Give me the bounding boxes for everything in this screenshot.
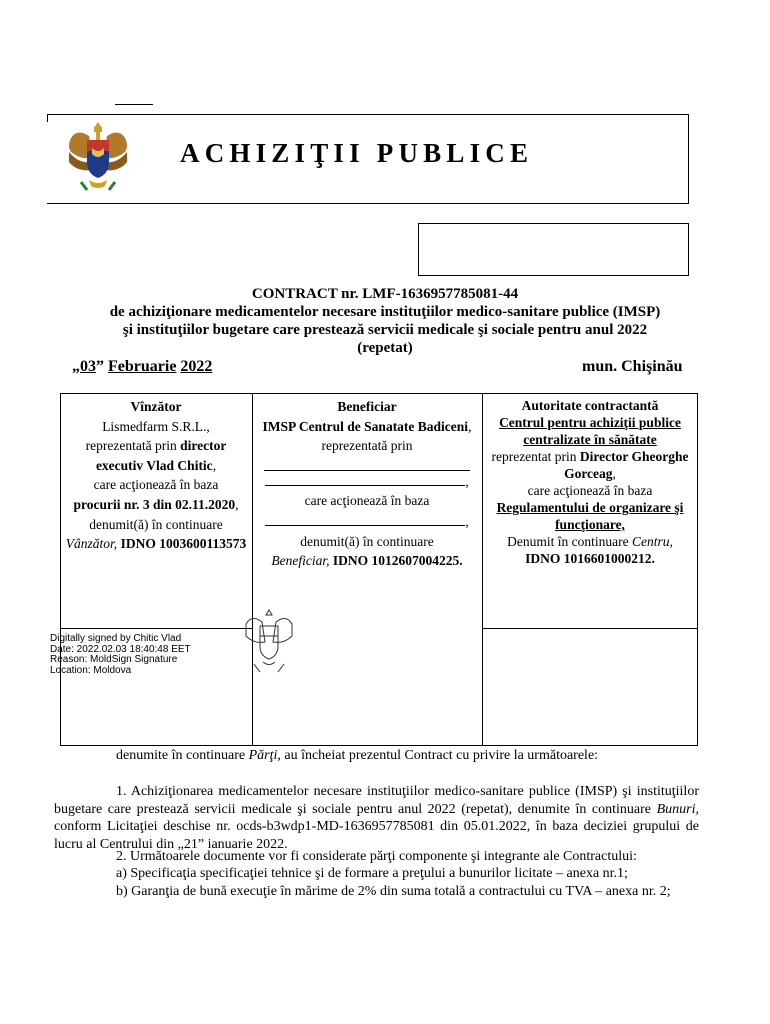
table-row-divider-2 (482, 628, 697, 629)
authority-cell: Autoritate contractantă Centrul pentru achiziţii publice centralizate în sănătate reprezentat prin Director Gheorghe Gorceag, care acţionează în baza Regulamentului de organizare şi funcţionare, Denumit în continuare Centru, IDNO 1016601000212. (486, 397, 694, 567)
moldova-coat-of-arms-icon (63, 118, 133, 198)
authority-representative: Director Gheorghe Gorceag (564, 449, 689, 481)
contract-city: mun. Chişinău (582, 358, 683, 375)
clause-1: 1. Achiziţionarea medicamentelor necesare instituţiilor medico-sanitare publice (IMSP) şi instituţiilor bugetare care prestează servicii medicale şi sociale pentru anul 2022 (repetat), denumite în continuare Bunuri, conform Licitaţiei deschise nr. ocds-b3wdp1-MD-1636957785081 din 05.01.2022, în baza deciziei grupului de lucru al Centrului din „21” ianuarie 2022. (54, 784, 699, 852)
registration-box (418, 223, 689, 276)
date-day: 03 (80, 358, 96, 375)
table-divider-1 (252, 393, 253, 746)
contract-subject-line-1: de achiziţionare medicamentelor necesare instituţiilor medico-sanitare publice (IMSP) (109, 304, 661, 320)
seller-cell: Vînzător Lismedfarm S.R.L., reprezentată prin director executiv Vlad Chitic, care acţionează în baza procurii nr. 3 din 02.11.2020, denumit(ă) în continuare Vânzător, IDNO 1003600113573 (62, 397, 250, 554)
beneficiary-idno: IDNO 1012607004225. (332, 553, 463, 569)
authority-idno: IDNO 1016601000212. (525, 551, 655, 566)
table-row-divider-1 (60, 628, 253, 629)
seller-title: Vînzător (130, 399, 182, 414)
contract-subject-line-3: (repetat) (357, 340, 413, 356)
beneficiary-rep-blank-1 (264, 456, 470, 471)
beneficiary-basis-blank (265, 511, 465, 526)
beneficiary-name: IMSP Centrul de Sanatate Badiceni (262, 418, 469, 434)
signature-emblem-icon (240, 606, 298, 680)
digital-signature: Digitally signed by Chitic Vlad Date: 2022.02.03 18:40:48 EET Reason: MoldSign Signature Location: Moldova (50, 633, 191, 676)
contract-number: CONTRACT nr. LMF-1636957785081-44 (251, 286, 519, 302)
top-rule (115, 104, 153, 105)
contract-subject-line-2: şi instituţiilor bugetare care prestează servicii medicale şi sociale pentru anul 2022 (122, 322, 648, 338)
authority-basis: Regulamentului de organizare şi funcţionare, (496, 500, 684, 532)
clause-2a: a) Specificaţia specificaţiei tehnice şi de formare a preţului a bunurilor licitate – anexa nr.1; (116, 866, 628, 881)
seller-name: Lismedfarm S.R.L., (102, 418, 210, 434)
seller-idno: IDNO 1003600113573 (120, 536, 247, 552)
table-divider-2 (482, 393, 483, 746)
authority-name: Centrul pentru achiziţii publice centralizate în sănătate (499, 415, 681, 447)
date-year: 2022 (180, 358, 213, 375)
clause-2: 2. Următoarele documente vor fi considerate părţi componente şi integrante ale Contractului: (116, 849, 637, 864)
beneficiary-title: Beneficiar (337, 399, 397, 414)
beneficiary-cell: Beneficiar IMSP Centrul de Sanatate Badiceni, reprezentată prin , care acţionează în baza , denumit(ă) în continuare Beneficiar, IDNO 1012607004225. (257, 397, 477, 571)
beneficiary-rep-blank-2 (265, 471, 465, 486)
clause-2b: b) Garanţia de bună execuţie în mărime de 2% din suma totală a contractului cu TVA – anexa nr. 2; (116, 884, 671, 899)
date-month: Februarie (108, 358, 177, 375)
page-title: ACHIZIŢII PUBLICE (180, 138, 534, 168)
intro-paragraph: denumite în continuare Părţi, au încheiat prezentul Contract cu privire la următoarele: (116, 748, 599, 763)
contract-date: „03” Februarie 2022 (72, 358, 213, 375)
authority-title: Autoritate contractantă (521, 398, 659, 413)
seller-representative: director executiv Vlad Chitic (95, 438, 227, 473)
seller-basis: procurii nr. 3 din 02.11.2020, (73, 496, 239, 512)
